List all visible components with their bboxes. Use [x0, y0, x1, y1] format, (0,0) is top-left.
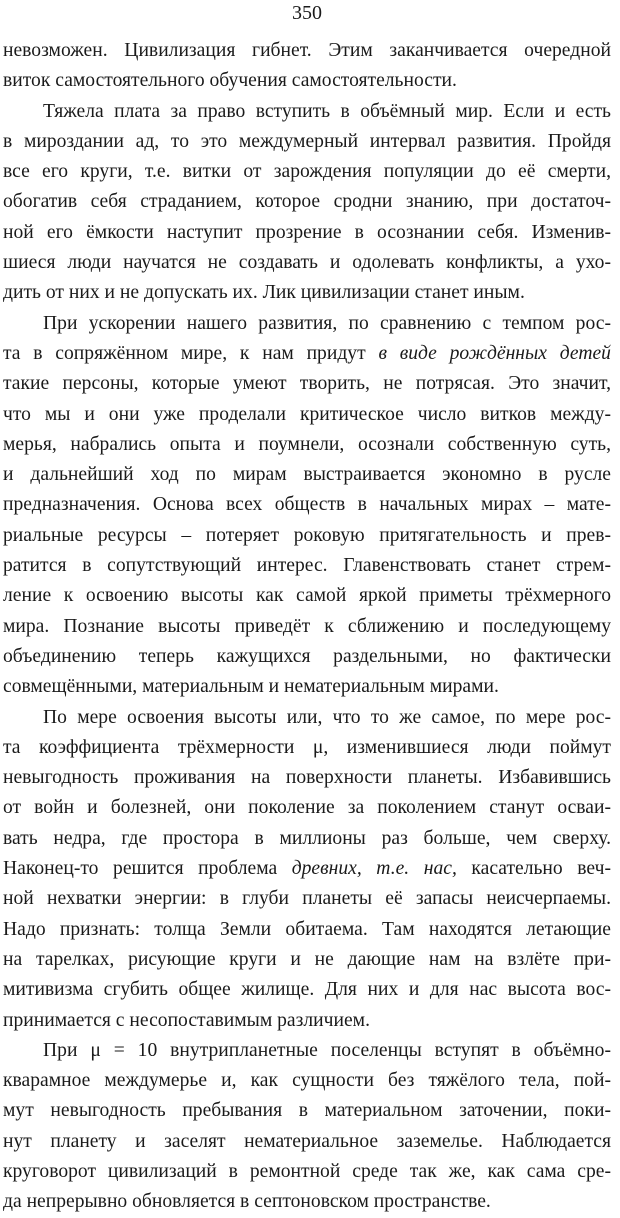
- text-line: невозможен. Цивилизация гибнет. Этим заканчивается очередной: [3, 40, 611, 61]
- text-line: и дальнейший ход по мирам выстраивается экономно в русле: [3, 464, 611, 486]
- text-line: мут невыгодность пребывания в материальном заточении, поки-: [3, 1100, 611, 1122]
- text-line: виток самостоятельного обучения самостоятельности.: [3, 70, 457, 92]
- body-text: [3, 36, 611, 1218]
- paragraph: [3, 1036, 611, 1218]
- text-line: ление к освоению высоты как самой яркой приметы трёхмерного: [3, 585, 611, 607]
- text-line: круговорот цивилизаций в ремонтной среде так же, как сама сре-: [3, 1160, 611, 1182]
- text-line: вать недра, где простора в миллионы раз больше, чем сверху.: [3, 827, 611, 849]
- page-number: 350: [292, 2, 322, 24]
- text-line: на тарелках, рисующие круги и не дающие нам на взлёте при-: [3, 948, 611, 970]
- text-line: дить от них и не допускать их. Лик цивилизации станет иным.: [3, 282, 525, 304]
- text-line: в мироздании ад, то это междумерный интервал развития. Пройдя: [3, 130, 611, 152]
- text-line: что мы и они уже проделали критическое число витков между-: [3, 403, 611, 425]
- text-line: да непрерывно обновляется в септоновском пространстве.: [3, 1191, 491, 1213]
- text-line: все его круги, т.е. витки от зарождения популяции до её смерти,: [3, 161, 611, 183]
- text-line: При ускорении нашего развития, по сравнению с темпом рос-: [43, 312, 611, 334]
- paragraph: [3, 703, 611, 1036]
- text-line: По мере освоения высоты или, что то же самое, по мере рос-: [43, 706, 611, 728]
- text-line: принимается с несопоставимым различием.: [3, 1009, 370, 1031]
- text-line: та коэффициента трёхмерности μ, изменившиеся люди поймут: [3, 736, 611, 758]
- paragraph: [3, 36, 611, 97]
- text-line: предназначения. Основа всех обществ в начальных мирах – мате-: [3, 494, 611, 516]
- text-line: от войн и болезней, они поколение за поколением станут осваи-: [3, 797, 611, 819]
- text-line: митивизма сгубить общее жилище. Для них и для нас высота вос-: [3, 979, 611, 1001]
- text-line: Наконец-то решится проблема древних, т.е. нас, касательно веч-: [3, 858, 611, 880]
- text-line: невыгодность проживания на поверхности планеты. Избавившись: [3, 767, 611, 789]
- text-line: кварамное междумерье и, как сущности без тяжёлого тела, пой-: [3, 1070, 611, 1092]
- text-line: ратится в сопутствующий интерес. Главенствовать станет стрем-: [3, 555, 611, 577]
- text-line: нут планету и заселят нематериальное заземелье. Наблюдается: [3, 1130, 611, 1152]
- text-line: мира. Познание высоты приведёт к сближению и последующему: [3, 615, 611, 637]
- text-line: Тяжела плата за право вступить в объёмный мир. Если и есть: [43, 100, 611, 122]
- text-line: мерья, набрались опыта и поумнели, осознали собственную суть,: [3, 433, 611, 455]
- text-line: ной нехватки энергии: в глуби планеты её запасы неисчерпаемы.: [3, 888, 611, 910]
- paragraph: [3, 97, 611, 309]
- text-line: обогатив себя страданием, которое сродни знанию, при достаточ-: [3, 191, 611, 213]
- text-line: объединению теперь кажущихся раздельными, но фактически: [3, 645, 611, 667]
- text-line: такие персоны, которые умеют творить, не потрясая. Это значит,: [3, 373, 611, 395]
- text-line: Надо признать: толща Земли обитаема. Там находятся летающие: [3, 918, 611, 940]
- text-line: риальные ресурсы – потеряет роковую притягательность и прев-: [3, 524, 611, 546]
- text-line: ной его ёмкости наступит прозрение в осознании себя. Изменив-: [3, 221, 611, 243]
- text-line: та в сопряжённом мире, к нам придут в виде рождённых детей: [3, 342, 611, 364]
- text-line: При μ = 10 внутрипланетные поселенцы вступят в объёмно-: [43, 1039, 611, 1061]
- text-line: шиеся люди научатся не создавать и одолевать конфликты, а ухо-: [3, 252, 611, 274]
- paragraph: [3, 309, 611, 703]
- text-line: совмещёнными, материальным и нематериальным мирами.: [3, 676, 499, 698]
